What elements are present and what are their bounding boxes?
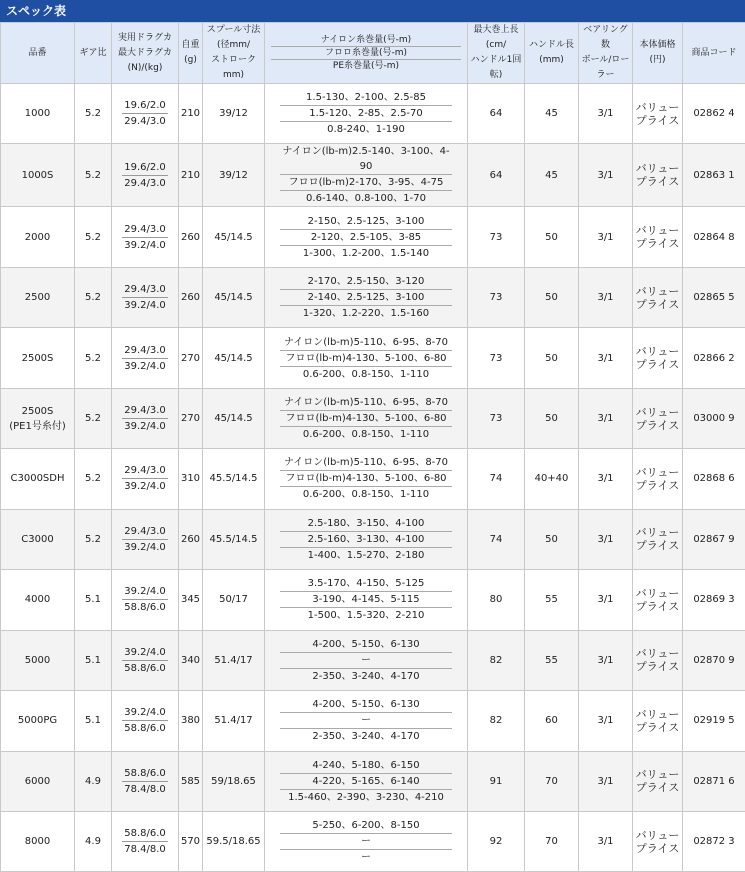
- cell-code: 02865 5: [683, 267, 745, 327]
- cell-spool: 45/14.5: [203, 388, 265, 448]
- cell-gear: 5.2: [75, 207, 112, 267]
- drag-max: 39.2/4.0: [124, 481, 166, 493]
- cell-bearing: 3/1: [579, 630, 633, 690]
- drag-practical: 39.2/4.0: [122, 584, 168, 600]
- cell-code: 03000 9: [683, 388, 745, 448]
- cell-drag: [112, 328, 179, 388]
- cell-spool: 45/14.5: [203, 207, 265, 267]
- cell-spool: 51.4/17: [203, 630, 265, 690]
- cell-weight: 570: [179, 811, 203, 871]
- cell-weight: 210: [179, 144, 203, 207]
- table-row: [1, 328, 745, 388]
- price-line: バリュー: [635, 162, 680, 176]
- line-fluoro: 2-140、2.5-125、3-100: [280, 290, 452, 306]
- cell-gear: 4.9: [75, 751, 112, 811]
- cell-line-capacity: [265, 630, 468, 690]
- line-pe: 1-320、1.2-220、1.5-160: [302, 308, 430, 320]
- cell-handle: 50: [525, 207, 579, 267]
- drag-max: 58.8/6.0: [124, 602, 166, 614]
- line-pe: 0.6-200、0.8-150、1-110: [302, 489, 430, 501]
- price-line: プライス: [635, 358, 680, 372]
- model-name: C3000: [21, 533, 54, 545]
- cell-price: [633, 449, 683, 509]
- cell-price: [633, 267, 683, 327]
- cell-code: 02871 6: [683, 751, 745, 811]
- cell-spool: 45/14.5: [203, 328, 265, 388]
- model-name: (PE1号糸付): [9, 420, 66, 432]
- price-line: バリュー: [635, 526, 680, 540]
- cell-bearing: 3/1: [579, 328, 633, 388]
- table-row: [1, 388, 745, 448]
- table-row: [1, 570, 745, 630]
- drag-max: 29.4/3.0: [124, 177, 166, 189]
- line-fluoro: ー: [280, 653, 452, 669]
- cell-handle: 45: [525, 144, 579, 207]
- cell-spool: 45.5/14.5: [203, 509, 265, 569]
- cell-code: 02864 8: [683, 207, 745, 267]
- cell-price: [633, 691, 683, 751]
- header-drag: 実用ドラグカ 最大ドラグカ (N)/(kg): [112, 23, 179, 84]
- cell-price: [633, 144, 683, 207]
- cell-bearing: 3/1: [579, 751, 633, 811]
- cell-bearing: 3/1: [579, 449, 633, 509]
- cell-code: 02869 3: [683, 570, 745, 630]
- cell-price: [633, 570, 683, 630]
- cell-handle: 60: [525, 691, 579, 751]
- table-row: [1, 449, 745, 509]
- line-fluoro: 4-220、5-165、6-140: [280, 774, 452, 790]
- line-nylon: 4-200、5-150、6-130: [280, 697, 452, 713]
- cell-retrieve: 73: [468, 328, 525, 388]
- cell-handle: 70: [525, 751, 579, 811]
- cell-line-capacity: [265, 328, 468, 388]
- price-line: バリュー: [635, 284, 680, 298]
- table-row: [1, 811, 745, 871]
- table-row: [1, 267, 745, 327]
- cell-bearing: 3/1: [579, 207, 633, 267]
- price-line: バリュー: [635, 345, 680, 359]
- line-nylon: 2-150、2.5-125、3-100: [280, 214, 452, 230]
- model-name: 2500: [24, 292, 51, 304]
- cell-weight: 345: [179, 570, 203, 630]
- model-name: 5000: [24, 654, 51, 666]
- cell-drag: [112, 811, 179, 871]
- drag-practical: 29.4/3.0: [122, 463, 168, 479]
- cell-retrieve: 92: [468, 811, 525, 871]
- drag-practical: 29.4/3.0: [122, 343, 168, 359]
- cell-retrieve: 64: [468, 144, 525, 207]
- line-pe: 1-300、1.2-200、1.5-140: [302, 247, 430, 259]
- cell-bearing: 3/1: [579, 267, 633, 327]
- header-row: [1, 23, 745, 84]
- cell-handle: 55: [525, 570, 579, 630]
- cell-spool: 51.4/17: [203, 691, 265, 751]
- cell-price: [633, 751, 683, 811]
- cell-handle: 70: [525, 811, 579, 871]
- drag-max: 78.4/8.0: [124, 844, 166, 856]
- cell-model: [1, 509, 75, 569]
- drag-practical: 39.2/4.0: [122, 645, 168, 661]
- price-line: プライス: [635, 237, 680, 251]
- table-row: [1, 630, 745, 690]
- line-pe: ー: [361, 852, 371, 864]
- model-name: 4000: [24, 594, 51, 606]
- cell-drag: [112, 691, 179, 751]
- cell-model: [1, 328, 75, 388]
- cell-drag: [112, 84, 179, 144]
- line-pe: 0.8-240、1-190: [327, 124, 405, 136]
- cell-code: 02867 9: [683, 509, 745, 569]
- cell-gear: 4.9: [75, 811, 112, 871]
- cell-model: [1, 388, 75, 448]
- cell-drag: [112, 509, 179, 569]
- cell-model: [1, 811, 75, 871]
- cell-drag: [112, 570, 179, 630]
- line-nylon: 1.5-130、2-100、2.5-85: [280, 90, 452, 106]
- line-pe: 0.6-200、0.8-150、1-110: [302, 368, 430, 380]
- drag-practical: 29.4/3.0: [122, 524, 168, 540]
- model-name: 1000S: [21, 169, 54, 181]
- cell-code: 02863 1: [683, 144, 745, 207]
- price-line: プライス: [635, 841, 680, 855]
- price-line: プライス: [635, 660, 680, 674]
- cell-bearing: 3/1: [579, 388, 633, 448]
- line-fluoro: ー: [280, 834, 452, 850]
- cell-code: 02919 5: [683, 691, 745, 751]
- cell-gear: 5.2: [75, 449, 112, 509]
- line-fluoro: フロロ(lb-m)4-130、5-100、6-80: [280, 351, 452, 367]
- cell-retrieve: 82: [468, 691, 525, 751]
- spec-table: [0, 22, 745, 872]
- price-line: プライス: [635, 175, 680, 189]
- drag-max: 58.8/6.0: [124, 723, 166, 735]
- table-row: [1, 751, 745, 811]
- cell-price: [633, 388, 683, 448]
- cell-model: [1, 267, 75, 327]
- drag-practical: 58.8/6.0: [122, 766, 168, 782]
- cell-model: [1, 751, 75, 811]
- line-nylon: 4-240、5-180、6-150: [280, 758, 452, 774]
- table-row: [1, 207, 745, 267]
- cell-line-capacity: [265, 267, 468, 327]
- cell-gear: 5.1: [75, 630, 112, 690]
- price-line: バリュー: [635, 768, 680, 782]
- cell-retrieve: 64: [468, 84, 525, 144]
- price-line: プライス: [635, 539, 680, 553]
- cell-spool: 45.5/14.5: [203, 449, 265, 509]
- cell-code: 02862 4: [683, 84, 745, 144]
- header-price: 本体価格 (円): [633, 23, 683, 84]
- table-row: [1, 144, 745, 207]
- cell-model: [1, 84, 75, 144]
- drag-max: 29.4/3.0: [124, 116, 166, 128]
- line-nylon: ナイロン(lb-m)5-110、6-95、8-70: [280, 335, 452, 351]
- drag-practical: 19.6/2.0: [122, 98, 168, 114]
- line-fluoro: フロロ(lb-m)4-130、5-100、6-80: [280, 471, 452, 487]
- line-nylon: ナイロン(lb-m)5-110、6-95、8-70: [280, 455, 452, 471]
- price-line: プライス: [635, 599, 680, 613]
- cell-retrieve: 73: [468, 267, 525, 327]
- cell-code: 02866 2: [683, 328, 745, 388]
- model-name: C3000SDH: [10, 473, 65, 485]
- cell-spool: 59.5/18.65: [203, 811, 265, 871]
- cell-weight: 270: [179, 328, 203, 388]
- price-line: プライス: [635, 781, 680, 795]
- cell-weight: 340: [179, 630, 203, 690]
- drag-practical: 39.2/4.0: [122, 705, 168, 721]
- model-name: 8000: [24, 836, 51, 848]
- table-row: [1, 84, 745, 144]
- cell-handle: 50: [525, 267, 579, 327]
- header-gear: ギア比: [75, 23, 112, 84]
- line-nylon: 2.5-180、3-150、4-100: [280, 516, 452, 532]
- price-line: プライス: [635, 113, 680, 127]
- cell-drag: [112, 144, 179, 207]
- cell-weight: 260: [179, 267, 203, 327]
- cell-weight: 260: [179, 207, 203, 267]
- cell-gear: 5.2: [75, 144, 112, 207]
- line-nylon: 3.5-170、4-150、5-125: [280, 576, 452, 592]
- cell-code: 02872 3: [683, 811, 745, 871]
- cell-code: 02870 9: [683, 630, 745, 690]
- line-nylon: ナイロン(lb-m)5-110、6-95、8-70: [280, 395, 452, 411]
- cell-model: [1, 449, 75, 509]
- line-nylon: 4-200、5-150、6-130: [280, 637, 452, 653]
- model-name: 5000PG: [17, 715, 58, 727]
- cell-model: [1, 691, 75, 751]
- cell-line-capacity: [265, 84, 468, 144]
- cell-bearing: 3/1: [579, 691, 633, 751]
- cell-drag: [112, 267, 179, 327]
- model-name: 2000: [24, 231, 51, 243]
- line-pe: 2-350、3-240、4-170: [312, 731, 420, 743]
- cell-handle: 40+40: [525, 449, 579, 509]
- cell-drag: [112, 630, 179, 690]
- header-model: 品番: [1, 23, 75, 84]
- price-line: バリュー: [635, 647, 680, 661]
- drag-practical: 19.6/2.0: [122, 160, 168, 176]
- drag-practical: 29.4/3.0: [122, 282, 168, 298]
- cell-line-capacity: [265, 751, 468, 811]
- cell-bearing: 3/1: [579, 509, 633, 569]
- cell-weight: 585: [179, 751, 203, 811]
- cell-weight: 310: [179, 449, 203, 509]
- table-row: [1, 691, 745, 751]
- cell-gear: 5.2: [75, 267, 112, 327]
- drag-practical: 29.4/3.0: [122, 222, 168, 238]
- cell-spool: 39/12: [203, 84, 265, 144]
- cell-price: [633, 811, 683, 871]
- cell-handle: 50: [525, 328, 579, 388]
- header-code: 商品コード: [683, 23, 745, 84]
- cell-weight: 380: [179, 691, 203, 751]
- line-nylon: 2-170、2.5-150、3-120: [280, 274, 452, 290]
- cell-weight: 210: [179, 84, 203, 144]
- line-nylon: ナイロン(lb-m)2.5-140、3-100、4-90: [280, 144, 452, 175]
- header-bearing: ベアリング数 ボール/ローラー: [579, 23, 633, 84]
- cell-gear: 5.2: [75, 509, 112, 569]
- cell-gear: 5.1: [75, 691, 112, 751]
- spec-table-title: スペック表: [0, 0, 745, 22]
- cell-retrieve: 73: [468, 388, 525, 448]
- cell-handle: 45: [525, 84, 579, 144]
- drag-max: 78.4/8.0: [124, 783, 166, 795]
- cell-bearing: 3/1: [579, 84, 633, 144]
- drag-max: 58.8/6.0: [124, 662, 166, 674]
- cell-retrieve: 82: [468, 630, 525, 690]
- cell-line-capacity: [265, 570, 468, 630]
- drag-max: 39.2/4.0: [124, 360, 166, 372]
- model-name: 2500S: [21, 352, 54, 364]
- cell-gear: 5.2: [75, 84, 112, 144]
- cell-model: [1, 570, 75, 630]
- line-pe: 0.6-140、0.8-100、1-70: [306, 193, 426, 205]
- cell-line-capacity: [265, 388, 468, 448]
- line-fluoro: 2-120、2.5-105、3-85: [280, 230, 452, 246]
- line-pe: 1.5-460、2-390、3-230、4-210: [288, 791, 444, 803]
- cell-price: [633, 509, 683, 569]
- price-line: バリュー: [635, 707, 680, 721]
- cell-retrieve: 74: [468, 449, 525, 509]
- drag-max: 39.2/4.0: [124, 300, 166, 312]
- price-line: プライス: [635, 478, 680, 492]
- cell-spool: 45/14.5: [203, 267, 265, 327]
- header-retrieve: 最大巻上長 (cm/ ハンドル1回転): [468, 23, 525, 84]
- line-fluoro: 3-190、4-145、5-115: [280, 592, 452, 608]
- header-handle: ハンドル長 (mm): [525, 23, 579, 84]
- cell-bearing: 3/1: [579, 144, 633, 207]
- cell-bearing: 3/1: [579, 570, 633, 630]
- cell-line-capacity: [265, 207, 468, 267]
- line-pe: 0.6-200、0.8-150、1-110: [302, 429, 430, 441]
- spec-table-body: [1, 84, 745, 872]
- price-line: プライス: [635, 720, 680, 734]
- drag-practical: 29.4/3.0: [122, 403, 168, 419]
- line-pe: 2-350、3-240、4-170: [312, 670, 420, 682]
- cell-weight: 270: [179, 388, 203, 448]
- cell-retrieve: 73: [468, 207, 525, 267]
- cell-retrieve: 91: [468, 751, 525, 811]
- cell-price: [633, 84, 683, 144]
- price-line: バリュー: [635, 586, 680, 600]
- drag-practical: 58.8/6.0: [122, 826, 168, 842]
- cell-model: [1, 207, 75, 267]
- cell-handle: 50: [525, 388, 579, 448]
- price-line: バリュー: [635, 828, 680, 842]
- model-name: 1000: [24, 108, 51, 120]
- price-line: プライス: [635, 297, 680, 311]
- cell-handle: 50: [525, 509, 579, 569]
- line-fluoro: 2.5-160、3-130、4-100: [280, 532, 452, 548]
- cell-line-capacity: [265, 144, 468, 207]
- line-fluoro: フロロ(lb-m)2-170、3-95、4-75: [280, 175, 452, 191]
- cell-line-capacity: [265, 509, 468, 569]
- model-name: 6000: [24, 775, 51, 787]
- cell-line-capacity: [265, 449, 468, 509]
- line-pe: 1-500、1.5-320、2-210: [307, 610, 425, 622]
- header-line-capacity: ナイロン糸巻量(号-m) フロロ糸巻量(号-m) PE糸巻量(号-m): [265, 23, 468, 84]
- line-pe: 1-400、1.5-270、2-180: [307, 549, 425, 561]
- cell-drag: [112, 207, 179, 267]
- cell-model: [1, 630, 75, 690]
- cell-model: [1, 144, 75, 207]
- cell-price: [633, 207, 683, 267]
- cell-bearing: 3/1: [579, 811, 633, 871]
- line-fluoro: 1.5-120、2-85、2.5-70: [280, 106, 452, 122]
- cell-gear: 5.2: [75, 388, 112, 448]
- cell-price: [633, 630, 683, 690]
- cell-weight: 260: [179, 509, 203, 569]
- cell-drag: [112, 449, 179, 509]
- cell-drag: [112, 751, 179, 811]
- model-name: 2500S: [21, 405, 54, 417]
- line-nylon: 5-250、6-200、8-150: [280, 818, 452, 834]
- price-line: バリュー: [635, 465, 680, 479]
- cell-spool: 50/17: [203, 570, 265, 630]
- drag-max: 39.2/4.0: [124, 239, 166, 251]
- price-line: バリュー: [635, 224, 680, 238]
- cell-line-capacity: [265, 811, 468, 871]
- cell-drag: [112, 388, 179, 448]
- cell-gear: 5.1: [75, 570, 112, 630]
- price-line: バリュー: [635, 100, 680, 114]
- header-spool: スプール寸法 (径mm/ ストロークmm): [203, 23, 265, 84]
- cell-spool: 59/18.65: [203, 751, 265, 811]
- header-weight: 自重 (g): [179, 23, 203, 84]
- price-line: プライス: [635, 418, 680, 432]
- price-line: バリュー: [635, 405, 680, 419]
- cell-handle: 55: [525, 630, 579, 690]
- cell-price: [633, 328, 683, 388]
- line-fluoro: フロロ(lb-m)4-130、5-100、6-80: [280, 411, 452, 427]
- cell-line-capacity: [265, 691, 468, 751]
- cell-retrieve: 80: [468, 570, 525, 630]
- table-row: [1, 509, 745, 569]
- drag-max: 39.2/4.0: [124, 541, 166, 553]
- cell-retrieve: 74: [468, 509, 525, 569]
- cell-spool: 39/12: [203, 144, 265, 207]
- cell-code: 02868 6: [683, 449, 745, 509]
- cell-gear: 5.2: [75, 328, 112, 388]
- line-fluoro: ー: [280, 713, 452, 729]
- drag-max: 39.2/4.0: [124, 421, 166, 433]
